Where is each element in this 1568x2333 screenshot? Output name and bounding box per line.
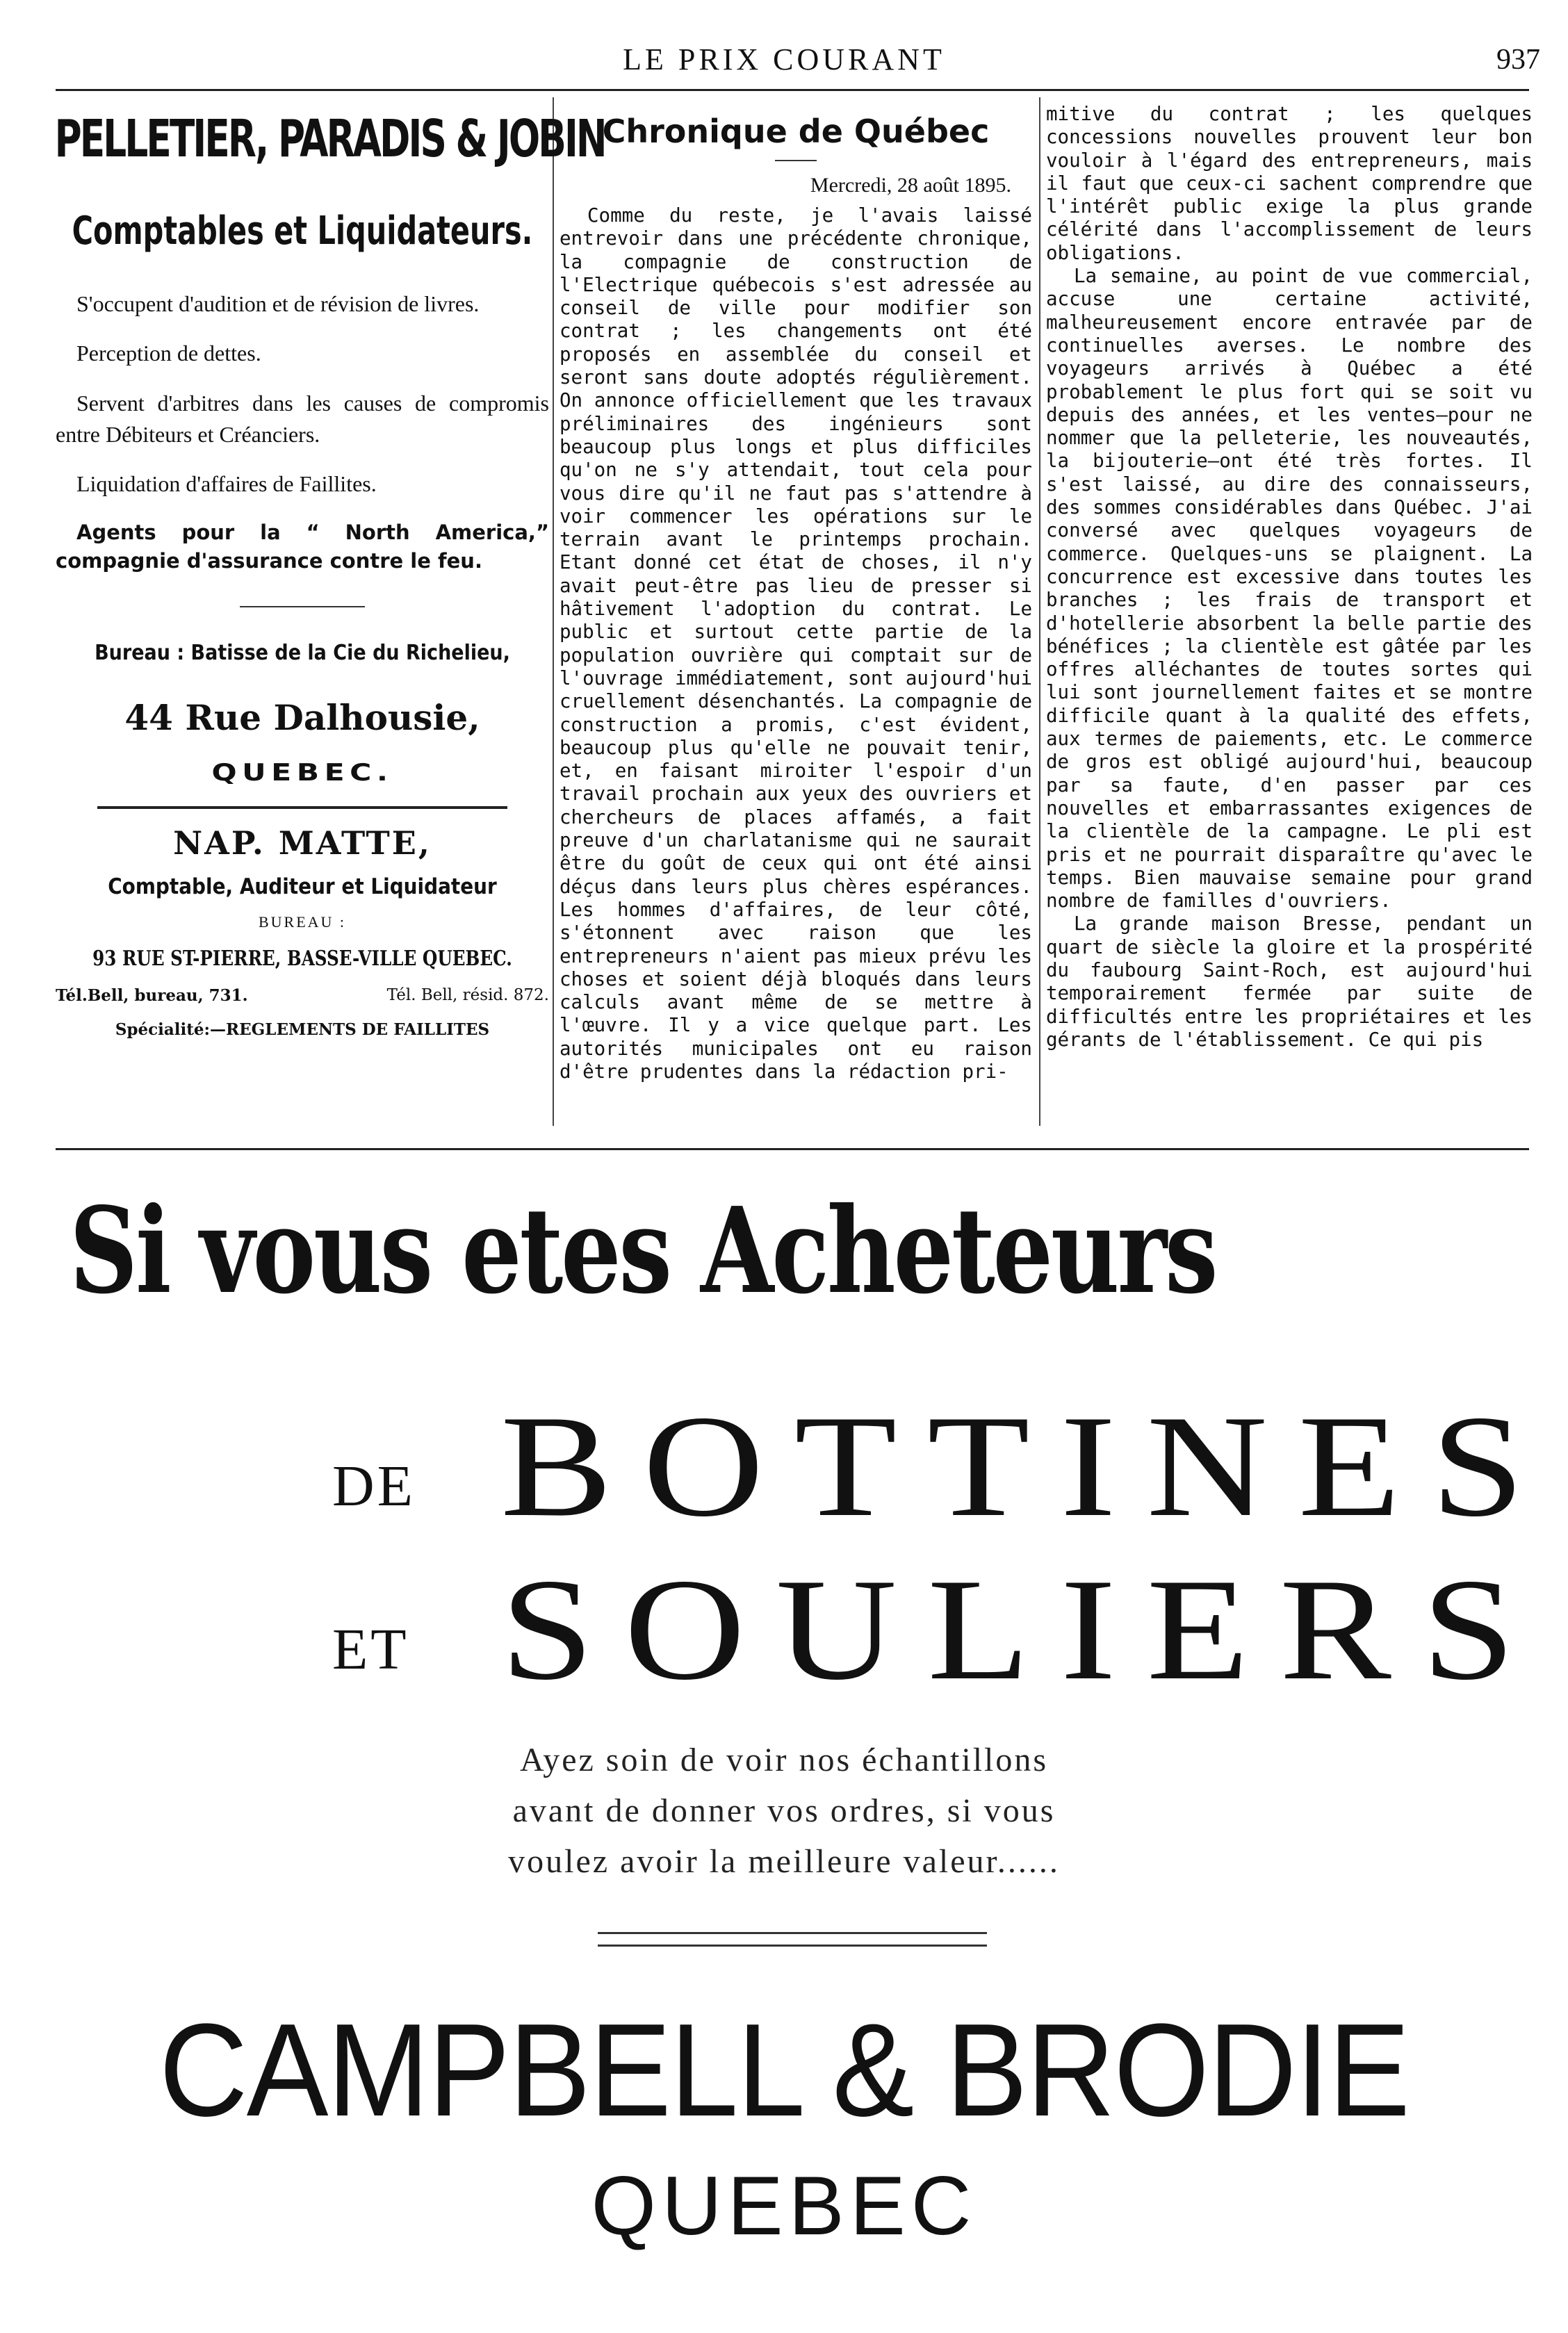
chronicle-date: Mercredi, 28 août 1895. [810, 174, 1011, 197]
matte-title: Comptable, Auditeur et Liquidateur [108, 874, 497, 900]
left-column-ads [54, 103, 605, 1124]
agents-paragraph: Agents pour la “ North America,” compagnie d'assurance contre le feu. [56, 520, 549, 573]
ad-sub-line: avant de donner vos ordres, si vous [512, 1792, 1056, 1829]
street-address: 44 Rue Dalhousie, [124, 697, 480, 739]
matte-address: 93 RUE ST-PIERRE, BASSE-VILLE QUEBEC. [92, 947, 512, 972]
short-rule [240, 606, 365, 607]
matte-bureau-label: BUREAU : [258, 913, 347, 931]
ad-sub-line: Ayez soin de voir nos échantillons [519, 1742, 1049, 1778]
city-name: QUEBEC. [211, 759, 393, 787]
page-number: 937 [1496, 44, 1540, 76]
chronicle-title-rule [775, 160, 817, 161]
separator-rule [97, 806, 507, 809]
ad-firm-name: CAMPBELL & BRODIE [158, 1997, 1410, 2144]
ad-city: QUEBEC [591, 2159, 977, 2252]
telephone-office: Tél.Bell, bureau, 731. [56, 986, 248, 1006]
header-rule [56, 89, 1529, 91]
chronicle-paragraph: La semaine, au point de vue commercial, accuse une certaine activité, malheureusement encore entravée par de continuelles averses. Le nombre des voyageurs arrivés à Québec a été probablement le plus fort qui se soit vu depuis des années, et les ventes—pour ne nommer que la pelleterie, les nouveautés, la bijouterie—ont été très fortes. Il s'est laissé, au dire des connaisseurs, des sommes considérables dans Québec. J'ai conversé avec quelques voyageurs de commerce. Quelques-uns se plaignent. La concurrence est excessive dans toutes les branches ; les frais de transport et d'hotellerie absorbent la belle partie des bénéfices ; la clientèle est gâtée par les offres alléchantes de toutes sortes qui lui sont journellement faites et se montre difficile quant à la qualité des effets, aux termes de paiements, etc. Le commerce de gros est obligé aujourd'hui, beaucoup par sa faute, d'en passer par ces nouvelles et embarrassantes exigences de la clientèle de la campagne. Le pli est pris et ne pourrait disparaître qu'avec le temps. Bien mauvaise semaine pour grand nombre de familles d'ouvriers. [1046, 265, 1533, 912]
firm-name: PELLETIER, PARADIS & JOBIN [54, 109, 605, 169]
telephone-row [56, 986, 549, 1005]
ad-word-de: DE [332, 1454, 416, 1519]
specialty-line: Spécialité:—REGLEMENTS DE FAILLITES [115, 1020, 490, 1040]
chronicle-column [560, 103, 1032, 1124]
running-header-title: LE PRIX COURANT [623, 42, 945, 76]
telephone-residence: Tél. Bell, résid. 872. [386, 986, 549, 1005]
bureau-line: Bureau : Batisse de la Cie du Richelieu, [95, 641, 510, 666]
section-rule [56, 1148, 1529, 1150]
ad-word-bottines: BOTTINES [500, 1386, 1555, 1547]
chronicle-paragraph: mitive du contrat ; les quelques concessions nouvelles prouvent leur bon vouloir à l'égard des entrepreneurs, mais il faut que ceux-ci sachent comprendre que l'intérêt public exige la plus grande célérité dans l'accomplissement de leurs obligations. [1046, 103, 1533, 264]
service-paragraph: Servent d'arbitres dans les causes de compromis entre Débiteurs et Créanciers. [56, 390, 549, 447]
firm-subtitle: Comptables et Liquidateurs. [72, 208, 533, 254]
chronicle-title: Chronique de Québec [602, 113, 990, 150]
ad-double-rule-top [598, 1932, 987, 1934]
service-paragraph: Perception de dettes. [76, 341, 261, 366]
ad-sub-line: voulez avoir la meilleure valeur...... [508, 1843, 1060, 1880]
ad-word-souliers: SOULIERS [500, 1549, 1546, 1710]
service-paragraph: Liquidation d'affaires de Faillites. [76, 471, 377, 497]
chronicle-continued-column [1046, 103, 1533, 1124]
ad-headline: Si vous etes Acheteurs [70, 1181, 1216, 1320]
column-divider-1 [553, 97, 554, 1126]
ad-word-et: ET [332, 1617, 409, 1682]
column-divider-2 [1039, 97, 1040, 1126]
ad-double-rule-bottom [598, 1945, 987, 1947]
chronicle-paragraph: La grande maison Bresse, pendant un quart de siècle la gloire et la prospérité du faubourg Saint-Roch, est aujourd'hui temporairement fermée par suite de difficultés entre les propriétaires et les gérants de l'établissement. Ce qui pis [1046, 912, 1533, 1051]
service-paragraph: S'occupent d'audition et de révision de livres. [76, 290, 480, 316]
matte-name: NAP. MATTE, [173, 824, 432, 862]
chronicle-paragraph: Comme du reste, je l'avais laissé entrevoir dans une précédente chronique, la compagnie de construction de l'Electrique québecois s'est adressée au conseil de ville pour modifier son contrat ; les changements ont été proposés en assemblée du conseil et seront sans doute adoptés régulièrement. On annonce officiellement que les travaux préliminaires des ingénieurs sont beaucoup plus longs et plus difficiles qu'on ne s'y attendait, tout cela pour vous dire qu'il ne faut pas s'attendre à voir commencer les opérations sur le terrain avant le printemps prochain. Etant donné cet état de choses, il n'y avait peut-être pas lieu de presser si hâtivement l'adoption du contrat. Le public et surtout cette partie de la population ouvrière qui comptait sur de l'ouvrage immédiatement, sont aujourd'hui cruellement désenchantés. La compagnie de construction a promis, c'est évident, beaucoup plus qu'elle ne pouvait tenir, et, en faisant miroiter l'espoir d'un travail prochain aux yeux des ouvriers et chercheurs de places affamés, a fait preuve d'un charlatanisme qui ne saurait être du goût de ceux qui ont été ainsi déçus dans leurs plus chères espérances. Les hommes d'affaires, de leur côté, s'étonnent avec raison que les entrepreneurs n'aient pas mieux prévu les choses et soient déjà bloqués dans leurs calculs avant même de se mettre à l'œuvre. Il y a vice quelque part. Les autorités municipales ont eu raison d'être prudentes dans la rédaction pri- [560, 204, 1032, 1083]
